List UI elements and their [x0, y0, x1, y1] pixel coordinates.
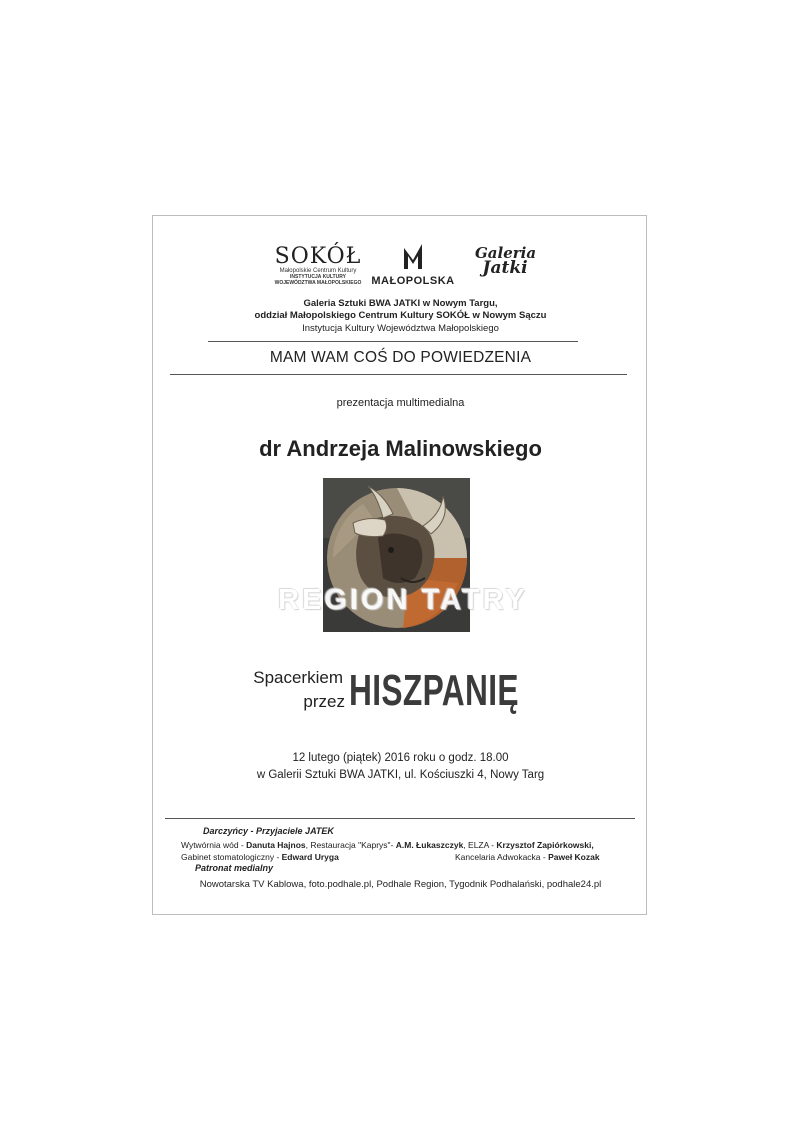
sponsor-name: Danuta Hajnos — [246, 840, 306, 850]
sponsor-name: A.M. Łukaszczyk — [395, 840, 464, 850]
title-word-1: Spacerkiem — [253, 668, 343, 687]
sponsors-row-2a — [181, 852, 339, 862]
org-line-3: Instytucja Kultury Województwa Małopolskiego — [302, 323, 499, 334]
section-title: MAM WAM COŚ DO POWIEDZENIA — [269, 349, 532, 366]
sokol-logo-name: SOKÓŁ — [274, 244, 362, 269]
sokol-logo-line1: Małopolskie Centrum Kultury — [279, 268, 357, 274]
media-heading: Patronat medialny — [195, 863, 274, 873]
sponsor-text: Kancelaria Adwokacka - — [455, 852, 549, 862]
sponsors-heading: Darczyńcy - Przyjaciele JATEK — [203, 826, 334, 836]
malopolska-logo-text: MAŁOPOLSKA — [371, 275, 455, 287]
media-list: Nowotarska TV Kablowa, foto.podhale.pl, Podhale Region, Tygodnik Podhalański, podhale24.pl — [199, 879, 602, 890]
sponsor-name: Paweł Kozak — [548, 852, 600, 862]
divider-top — [208, 341, 578, 342]
poster — [152, 215, 647, 915]
sponsors-row-1 — [181, 840, 594, 850]
galeria-logo-line1: Galeria — [475, 244, 537, 262]
divider-bottom — [165, 818, 635, 819]
sponsor-text: , ELZA - — [463, 840, 497, 850]
sokol-logo-line3: WOJEWÓDZTWA MAŁOPOLSKIEGO — [274, 280, 362, 286]
malopolska-emblem-icon — [402, 242, 424, 270]
title-word-2: przez — [303, 692, 345, 711]
sponsor-text: , Restauracja "Kaprys"- — [305, 840, 396, 850]
author-name: dr Andrzeja Malinowskiego — [259, 436, 542, 461]
event-date: 12 lutego (piątek) 2016 roku o godz. 18.00 — [292, 752, 509, 764]
sponsor-text: Wytwórnia wód - — [181, 840, 247, 850]
sponsor-name: Krzysztof Zapiórkowski, — [496, 840, 594, 850]
title-main: HISZPANIĘ — [349, 666, 519, 715]
org-line-1: Galeria Sztuki BWA JATKI w Nowym Targu, — [303, 298, 498, 309]
sponsors-row-2b — [455, 852, 600, 862]
galeria-logo-line2: Jatki — [482, 258, 528, 278]
sponsor-name: Edward Uryga — [281, 852, 339, 862]
watermark-text: REGION TATRY — [278, 584, 528, 616]
event-place: w Galerii Sztuki BWA JATKI, ul. Kościuszki 4, Nowy Targ — [256, 769, 545, 781]
sponsor-text: Gabinet stomatologiczny - — [181, 852, 282, 862]
sokol-logo-line2: INSTYTUCJA KULTURY — [290, 274, 346, 280]
sokol-logo — [272, 246, 364, 286]
galeria-jatki-logo — [475, 246, 535, 276]
divider-section — [170, 374, 627, 375]
event-type: prezentacja multimedialna — [336, 397, 465, 409]
org-line-2: oddział Małopolskiego Centrum Kultury SOKÓŁ w Nowym Sączu — [254, 310, 547, 321]
malopolska-logo — [367, 242, 459, 287]
